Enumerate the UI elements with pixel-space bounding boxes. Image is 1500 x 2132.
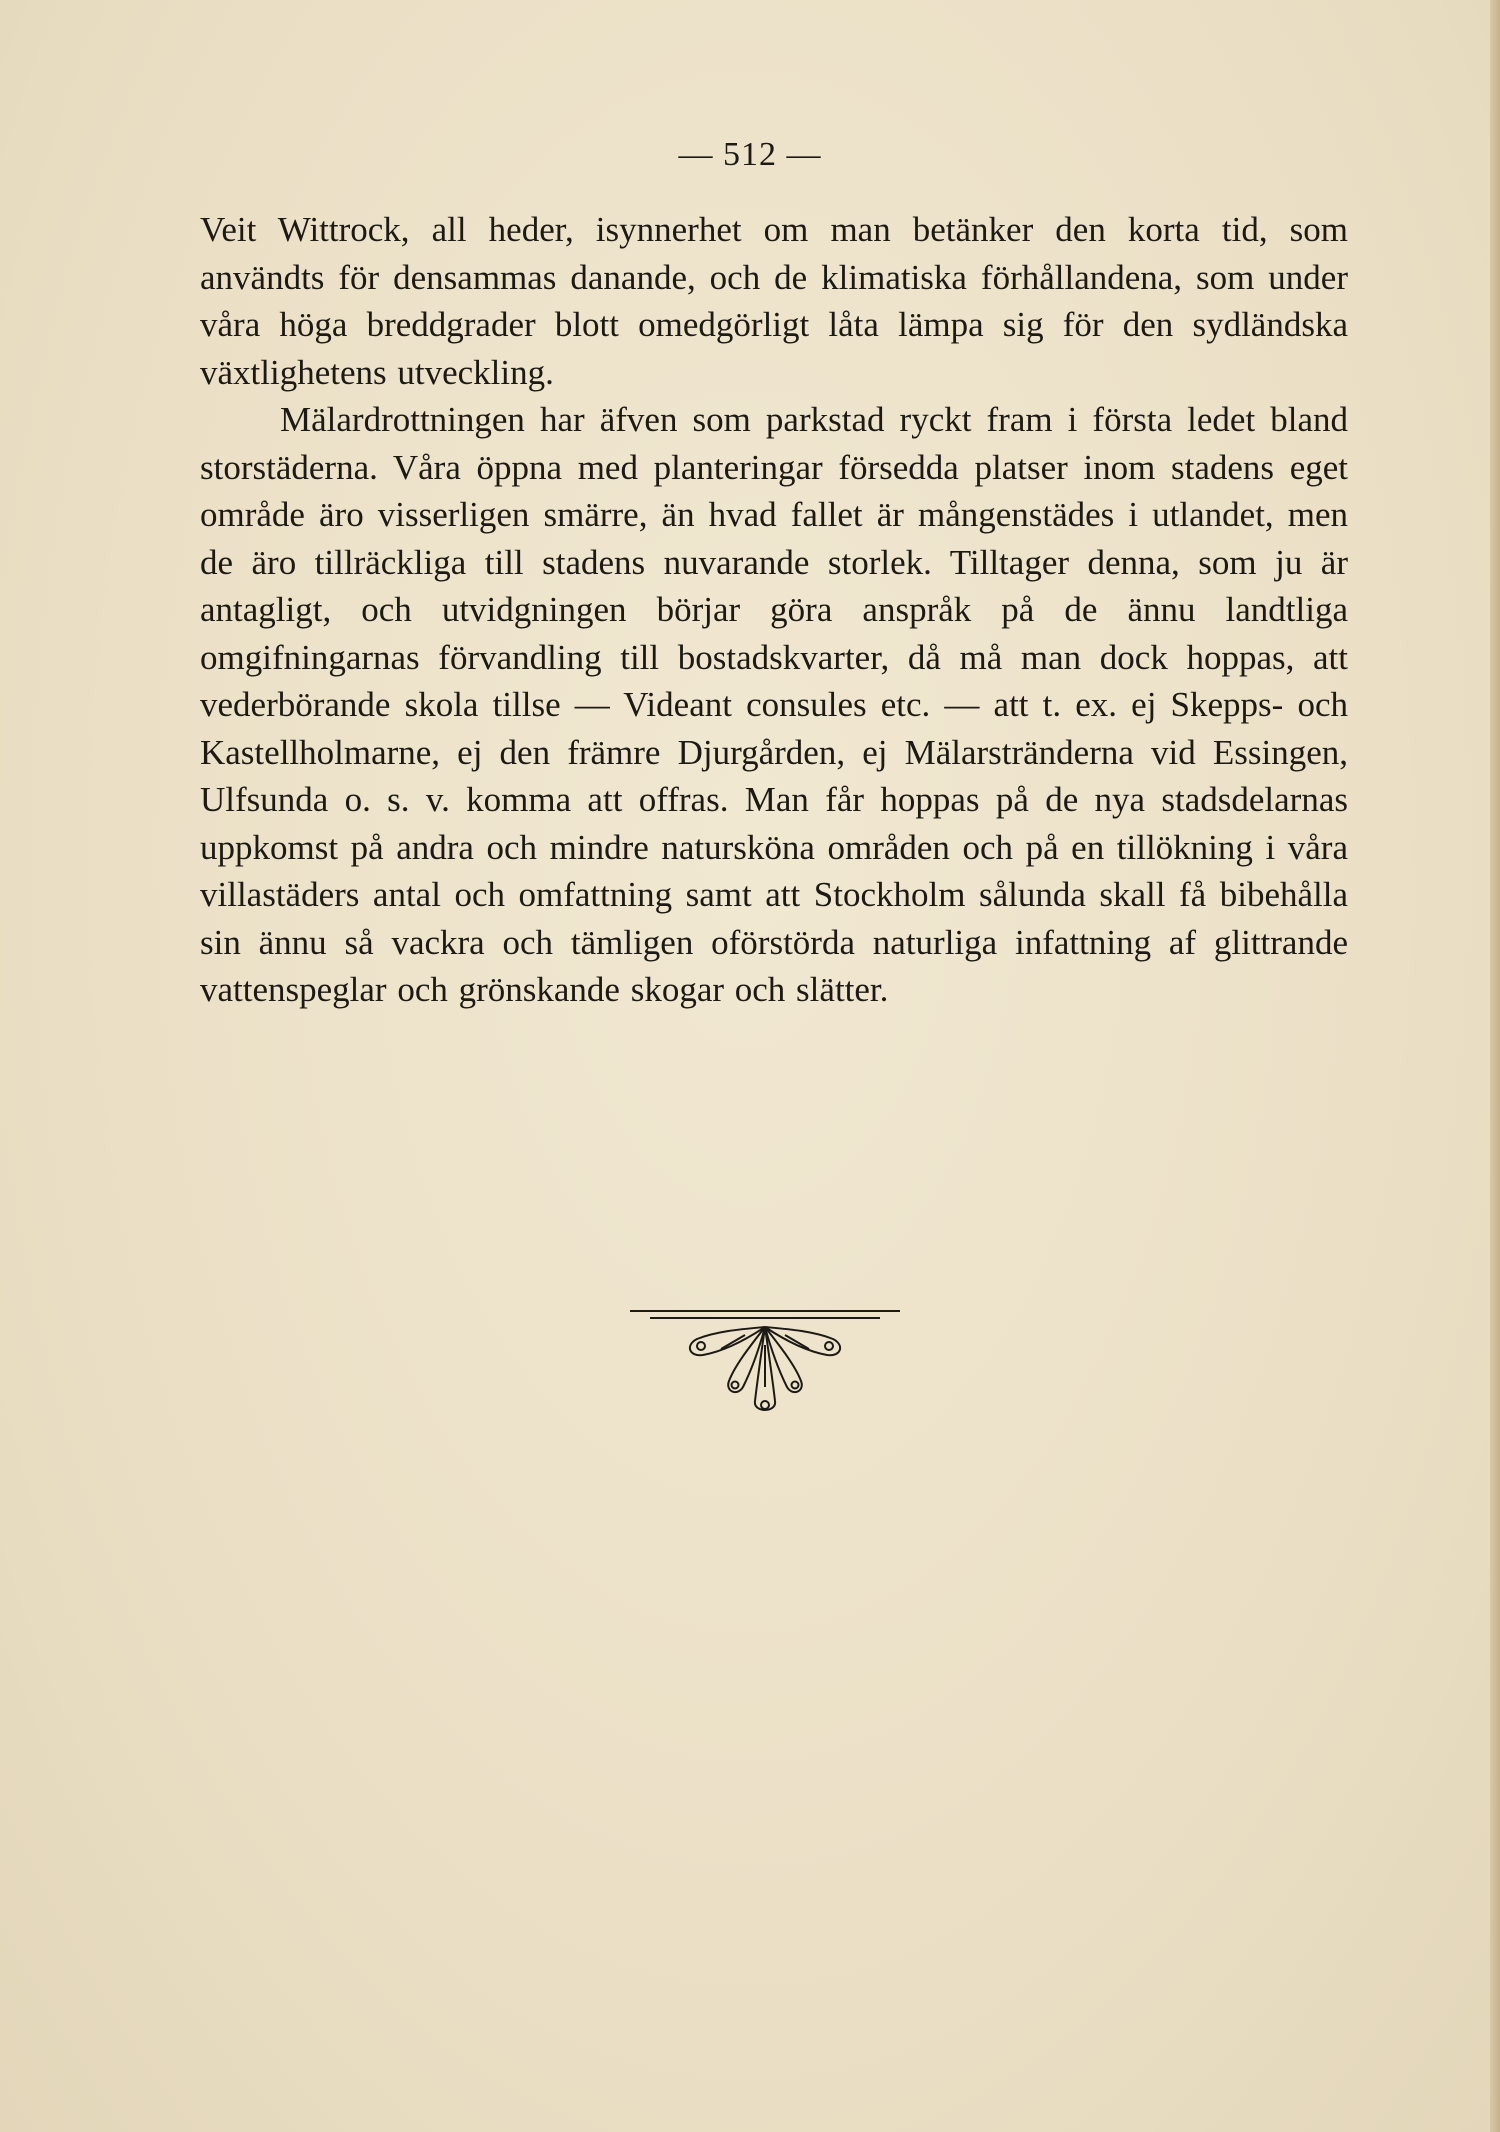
fan-ornament-icon: [625, 1305, 905, 1420]
paragraph: Mälardrottningen har äfven som parkstad ryckt fram i första ledet bland storstäderna. Våra öppna med planteringar försedda platser inom stadens eget område äro visserligen smärre, än hvad fallet är mångenstädes i utlandet, men de äro tillräckliga till stadens nuvarande storlek. Tilltager denna, som ju är antagligt, och utvidgningen börjar göra anspråk på de ännu landtliga omgifningarnas förvandling till bostadskvarter, då må man dock hoppas, att vederbörande skola tillse — Videant consules etc. — att t. ex. ej Skepps- och Kastellholmarne, ej den främre Djurgården, ej Mälarstränderna vid Essingen, Ulfsunda o. s. v. komma att offras. Man får hoppas på de nya stadsdelarnas uppkomst på andra och mindre natursköna områden och på en tillökning i våra villastäders antal och omfattning samt att Stockholm sålunda skall få bibehålla sin ännu så vackra och tämligen oförstörda naturliga infattning af glittrande vattenspeglar och grönskande skogar och slätter.: [200, 400, 1348, 1009]
page-number: — 512 —: [678, 136, 822, 173]
page-body: [200, 206, 1348, 1014]
paragraph: Veit Wittrock, all heder, isynnerhet om man betänker den korta tid, som användts för densammas danande, och de klimatiska förhållandena, som under våra höga breddgrader blott omedgörligt låta lämpa sig för den sydländska växtlighetens utveckling.: [200, 210, 1348, 392]
page-edge: [1490, 0, 1500, 2132]
